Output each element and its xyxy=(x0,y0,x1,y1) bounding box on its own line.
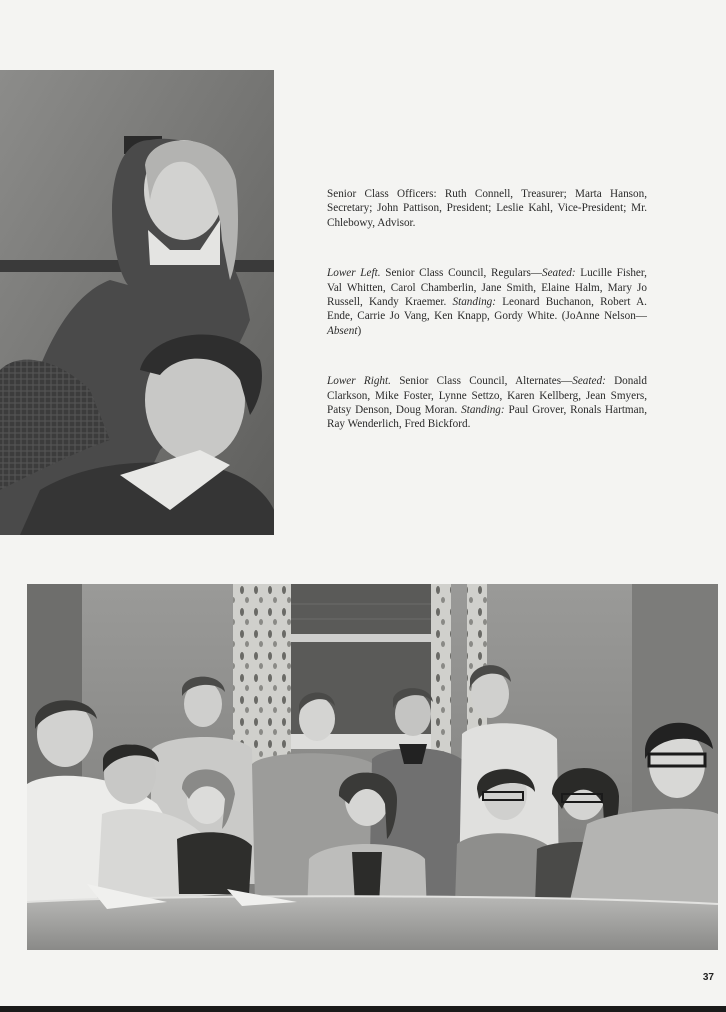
lower-left-caption xyxy=(327,266,647,338)
senior-officers-photo xyxy=(0,70,274,535)
officers-caption xyxy=(327,187,647,230)
lower-left-seated-label: Seated: xyxy=(542,267,576,280)
lower-left-close: ) xyxy=(357,324,362,337)
lower-left-absent-label: Absent xyxy=(327,324,358,337)
senior-council-photo xyxy=(27,584,718,950)
lower-left-standing-names: Leonard Buchanon, Robert A. Ende, Carrie Jo Vang, Ken Knapp, Gordy White. (JoAnne Nelson— xyxy=(327,296,647,323)
lower-right-seated-names: Donald Clarkson, Mike Foster, Lynne Settzo, Karen Kellberg, Jean Smyers, Patsy Denson, Doug Moran. xyxy=(327,375,648,417)
lower-right-caption xyxy=(327,374,647,432)
bottom-rule xyxy=(0,1006,726,1012)
lower-right-standing-label: Standing: xyxy=(461,404,505,417)
lower-left-title: Senior Class Council, Regulars— xyxy=(380,267,542,280)
lower-right-title: Senior Class Council, Alternates— xyxy=(390,375,573,388)
officers-caption-text: Senior Class Officers: Ruth Connell, Treasurer; Marta Hanson, Secretary; John Pattison, President; Leslie Kahl, Vice-President; Mr. Chlebowy, Advisor. xyxy=(327,188,647,229)
lower-left-standing-label: Standing: xyxy=(452,296,497,309)
lower-left-label: Lower Left. xyxy=(327,267,381,280)
lower-right-seated-label: Seated: xyxy=(572,375,606,388)
lower-left-seated-names: Lucille Fisher, Val Whitten, Carol Chamberlin, Jane Smith, Elaine Halm, Mary Jo Russell, Kandy Kraemer. xyxy=(327,267,647,309)
captions-column xyxy=(327,187,647,432)
lower-right-standing-names: Paul Grover, Ronals Hartman, Ray Wenderlich, Fred Bickford. xyxy=(327,404,647,431)
page-number: 37 xyxy=(702,972,714,983)
lower-right-label: Lower Right. xyxy=(327,375,391,388)
